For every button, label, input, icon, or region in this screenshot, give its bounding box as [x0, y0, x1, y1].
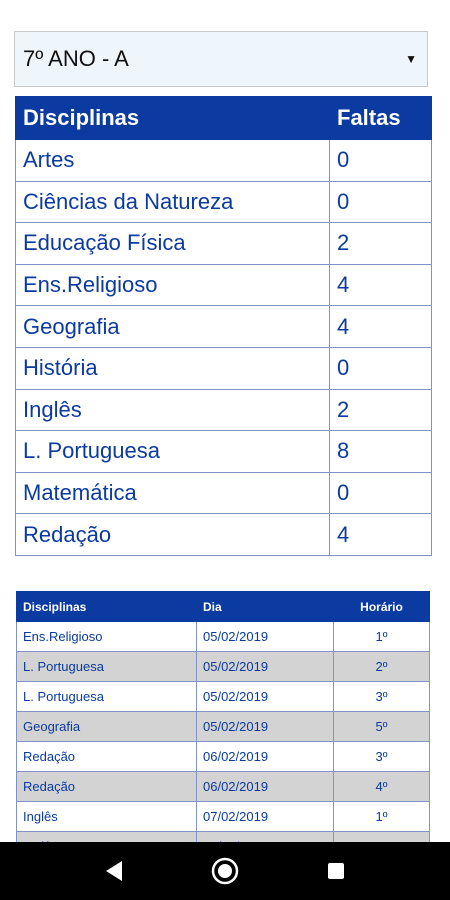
subject-cell: Redação — [17, 742, 197, 772]
date-cell: 05/02/2019 — [197, 712, 334, 742]
subject-cell: Geografia — [16, 306, 330, 348]
absences-row — [16, 264, 432, 306]
period-cell: 4º — [334, 772, 430, 802]
absences-cell: 0 — [330, 472, 432, 514]
absences-row — [16, 389, 432, 431]
subject-cell: Redação — [17, 772, 197, 802]
period-cell: 1º — [334, 802, 430, 832]
subject-cell: Educação Física — [16, 223, 330, 265]
absences-row — [16, 223, 432, 265]
absences-row — [16, 514, 432, 556]
triangle-back-icon — [104, 860, 124, 882]
subject-cell: Inglês — [16, 389, 330, 431]
absences-table — [15, 96, 432, 556]
absences-cell: 0 — [330, 181, 432, 223]
absences-row — [16, 347, 432, 389]
date-cell: 05/02/2019 — [197, 652, 334, 682]
period-cell: 5º — [334, 712, 430, 742]
absences-row — [16, 472, 432, 514]
subject-cell: Redação — [16, 514, 330, 556]
details-row — [17, 652, 430, 682]
absences-cell: 2 — [330, 389, 432, 431]
absences-cell: 4 — [330, 514, 432, 556]
subject-cell: Ens.Religioso — [17, 622, 197, 652]
subject-cell: L. Portuguesa — [16, 431, 330, 473]
recent-apps-button[interactable] — [306, 842, 366, 900]
column-header-date: Dia — [197, 592, 334, 622]
date-cell: 07/02/2019 — [197, 802, 334, 832]
absences-cell: 8 — [330, 431, 432, 473]
absences-header-row — [16, 97, 432, 140]
subject-cell: Geografia — [17, 712, 197, 742]
details-row — [17, 682, 430, 712]
subject-cell: L. Portuguesa — [17, 682, 197, 712]
subject-cell: História — [16, 347, 330, 389]
period-cell: 3º — [334, 742, 430, 772]
details-header-row — [17, 592, 430, 622]
subject-cell: L. Portuguesa — [17, 652, 197, 682]
period-cell: 3º — [334, 682, 430, 712]
period-cell: 1º — [334, 622, 430, 652]
subject-cell: Inglês — [17, 802, 197, 832]
details-row — [17, 802, 430, 832]
circle-home-icon — [211, 857, 239, 885]
subject-cell: Ciências da Natureza — [16, 181, 330, 223]
absences-row — [16, 431, 432, 473]
details-row — [17, 742, 430, 772]
column-header-period: Horário — [334, 592, 430, 622]
absences-cell: 0 — [330, 140, 432, 182]
subject-cell: Artes — [16, 140, 330, 182]
class-select-value: 7º ANO - A — [23, 46, 129, 71]
date-cell: 05/02/2019 — [197, 682, 334, 712]
details-row — [17, 772, 430, 802]
column-header-absences: Faltas — [330, 97, 432, 140]
absence-details-table — [16, 591, 430, 862]
column-header-subject: Disciplinas — [17, 592, 197, 622]
absences-cell: 2 — [330, 223, 432, 265]
absences-row — [16, 306, 432, 348]
date-cell: 06/02/2019 — [197, 772, 334, 802]
home-button[interactable] — [195, 842, 255, 900]
details-row — [17, 622, 430, 652]
period-cell: 2º — [334, 652, 430, 682]
back-button[interactable] — [84, 842, 144, 900]
subject-cell: Matemática — [16, 472, 330, 514]
absences-row — [16, 181, 432, 223]
android-navigation-bar — [0, 842, 450, 900]
absences-cell: 0 — [330, 347, 432, 389]
absences-row — [16, 140, 432, 182]
class-select[interactable] — [14, 31, 428, 87]
dropdown-arrow-icon: ▼ — [405, 52, 417, 66]
date-cell: 06/02/2019 — [197, 742, 334, 772]
absences-cell: 4 — [330, 264, 432, 306]
details-row — [17, 712, 430, 742]
date-cell: 05/02/2019 — [197, 622, 334, 652]
absences-cell: 4 — [330, 306, 432, 348]
subject-cell: Ens.Religioso — [16, 264, 330, 306]
square-recent-icon — [327, 862, 345, 880]
column-header-subject: Disciplinas — [16, 97, 330, 140]
